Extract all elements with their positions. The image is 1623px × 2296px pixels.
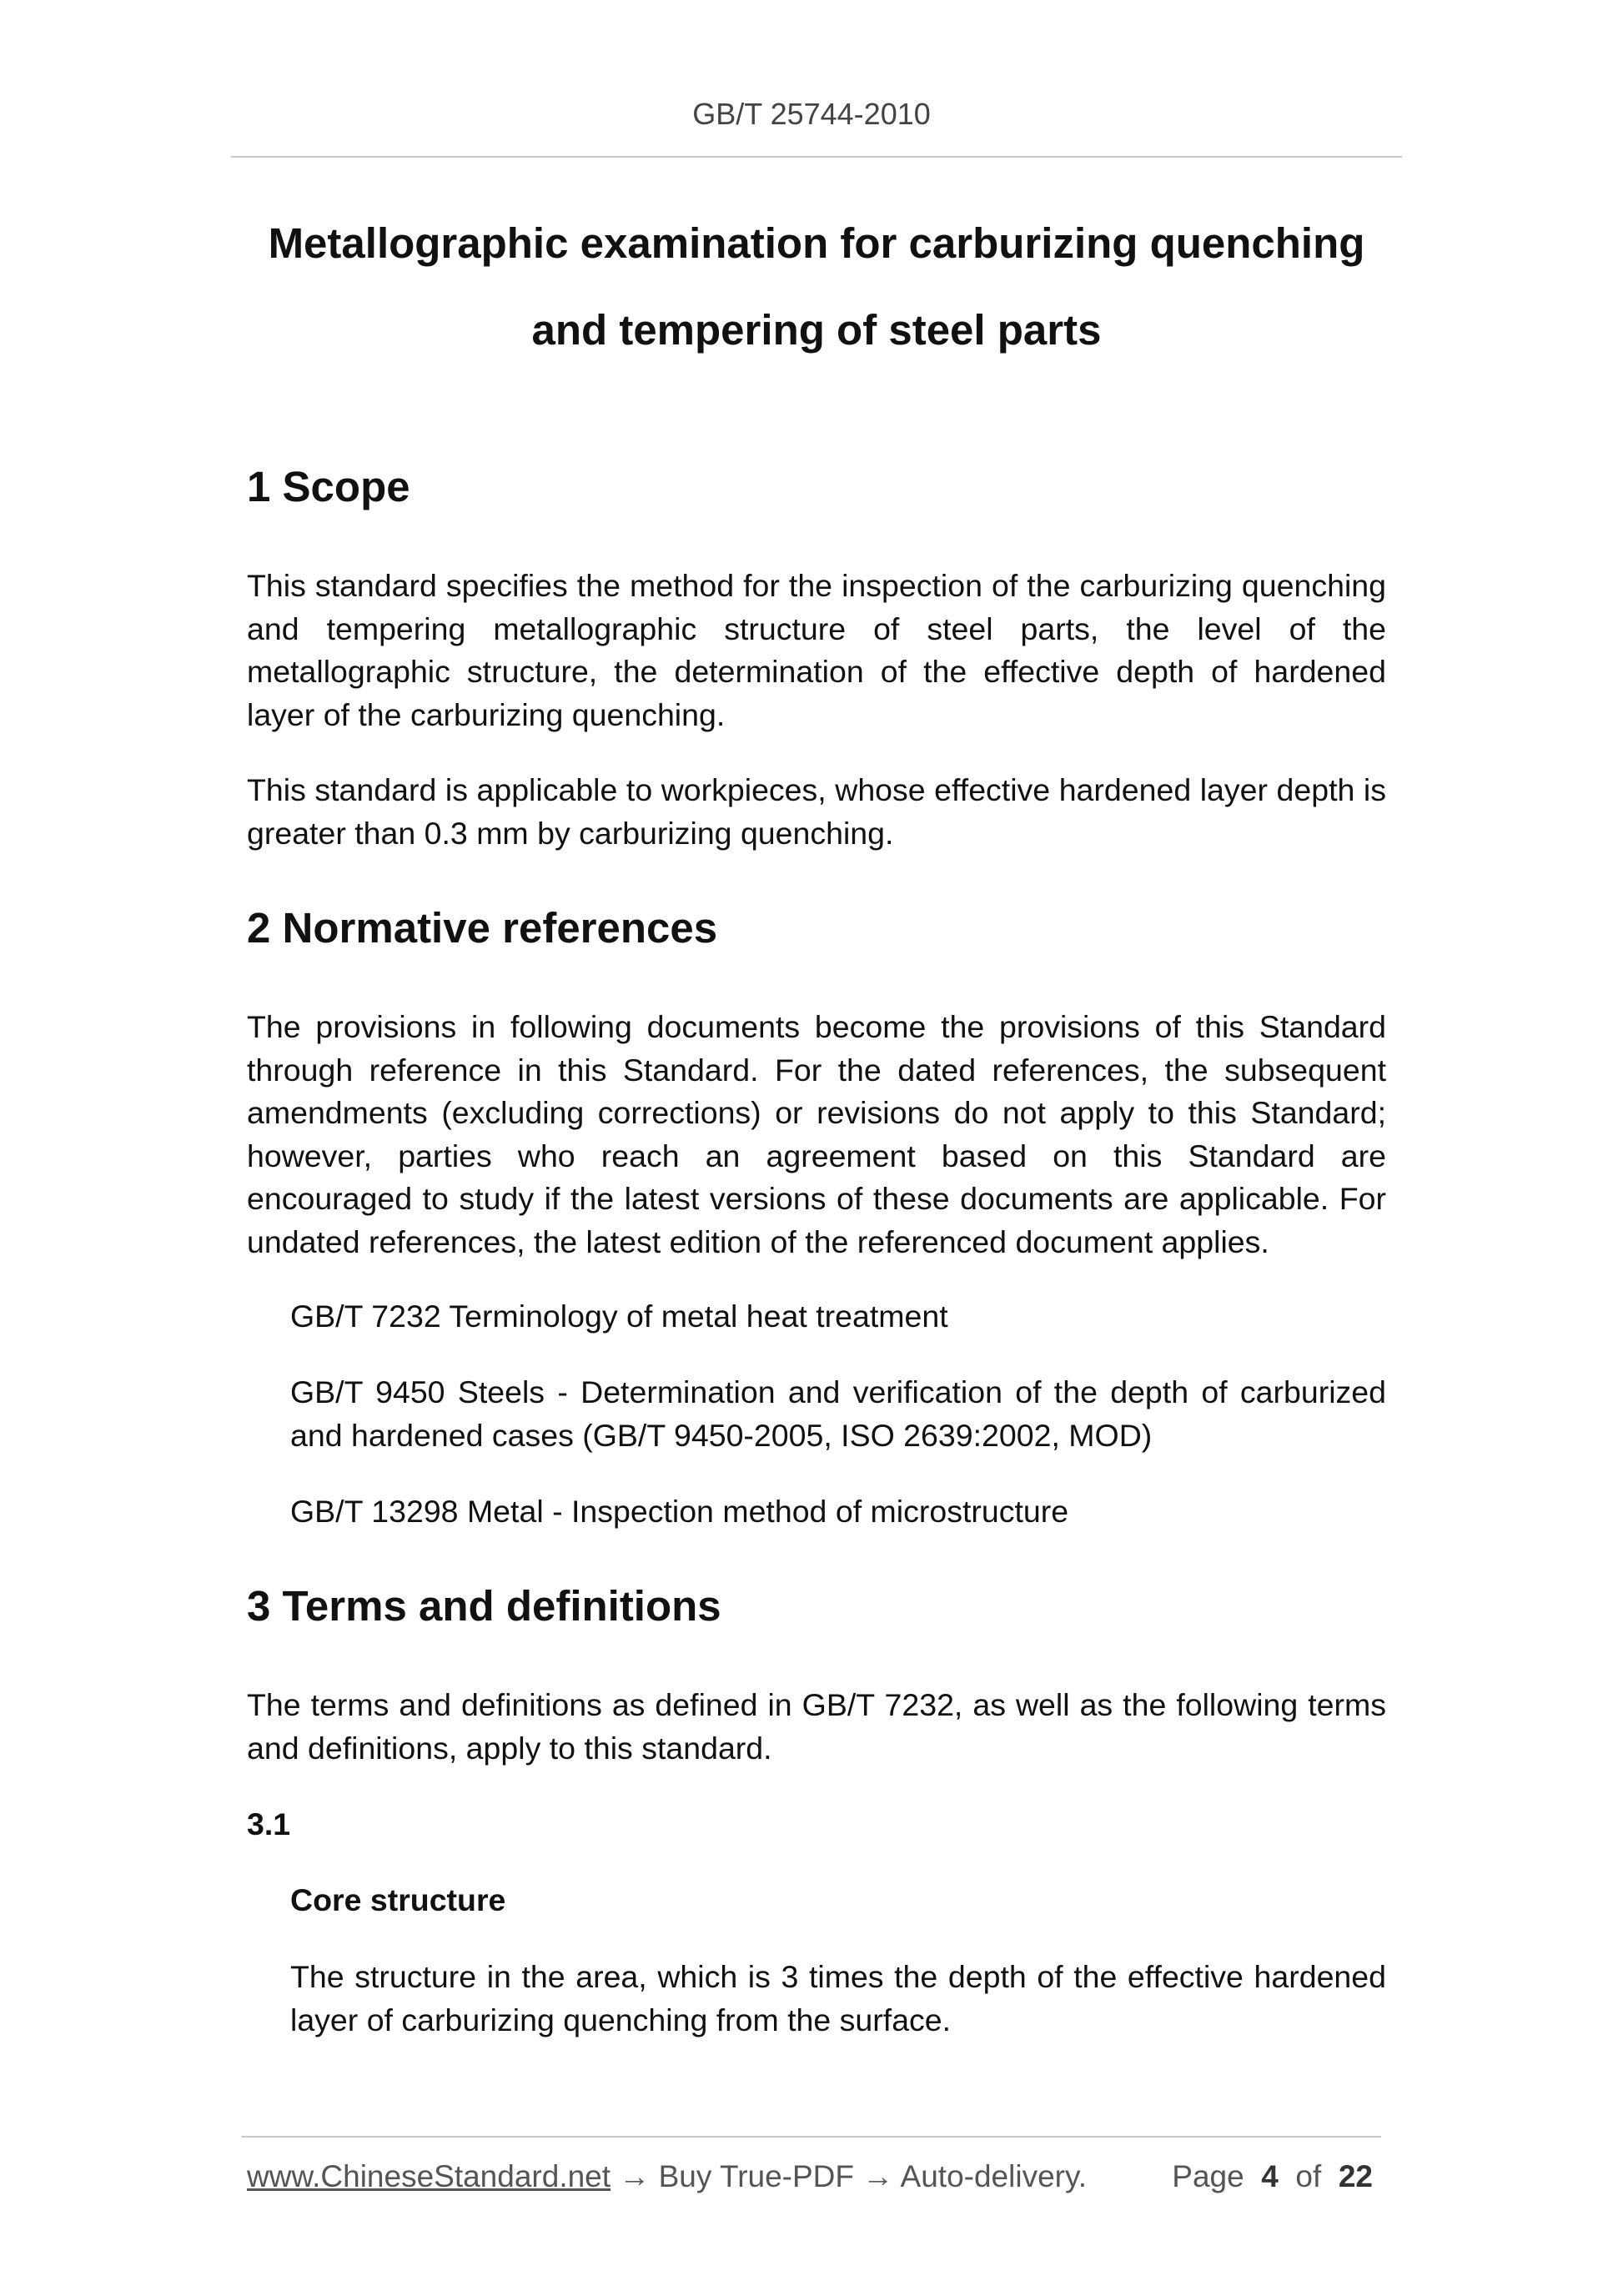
section-heading-normative-references: 2 Normative references (247, 904, 718, 952)
page-indicator (1172, 2157, 1373, 2197)
page-total: 22 (1338, 2159, 1373, 2193)
buy-true-pdf-text: Buy True-PDF (658, 2159, 855, 2193)
scope-paragraph-1: This standard specifies the method for the inspection of the carburizing quenching and tempering metallographic structure of steel parts, the level of the metallographic structure, the determination of the effective depth of hardened layer of the carburizing quenching. (247, 568, 1386, 732)
page-of-label: of (1295, 2159, 1322, 2193)
scope-paragraph-2: This standard is applicable to workpieces, whose effective hardened layer depth is greater than 0.3 mm by carburizing quenching. (247, 772, 1386, 851)
section-heading-scope: 1 Scope (247, 463, 410, 510)
reference-item: GB/T 7232 Terminology of metal heat treatment (290, 1299, 948, 1334)
page-label: Page (1172, 2159, 1244, 2193)
page-current: 4 (1261, 2159, 1279, 2193)
reference-item: GB/T 13298 Metal - Inspection method of microstructure (290, 1494, 1069, 1529)
title-line-2: and tempering of steel parts (531, 306, 1102, 354)
arrow-right-icon: → (619, 2159, 651, 2193)
clause-number: 3.1 (247, 1806, 291, 1841)
website-link[interactable]: www.ChineseStandard.net (247, 2159, 611, 2193)
term-title: Core structure (290, 1882, 506, 1917)
section-heading-terms-definitions: 3 Terms and definitions (247, 1582, 721, 1630)
footer (247, 2157, 1373, 2197)
title-line-1: Metallographic examination for carburizing quenching (268, 219, 1365, 267)
header-divider (231, 156, 1402, 158)
term-definition: The structure in the area, which is 3 times the depth of the effective hardened layer of carburizing quenching from the surface. (290, 1959, 1386, 2037)
normative-references-paragraph: The provisions in following documents become the provisions of this Standard through reference in this Standard. For the dated references, the subsequent amendments (excluding corrections) or revisions do not apply to this Standard; however, parties who reach an agreement based on this Standard are encouraged to study if the latest versions of these documents are applicable. For undated references, the latest edition of the referenced document applies. (247, 1009, 1386, 1259)
auto-delivery-text: Auto-delivery. (900, 2159, 1088, 2193)
arrow-right-icon: → (862, 2159, 894, 2193)
document-title (231, 200, 1402, 374)
footer-divider (242, 2136, 1381, 2138)
reference-item: GB/T 9450 Steels - Determination and verification of the depth of carburized and hardened cases (GB/T 9450-2005, ISO 2639:2002, MOD) (290, 1374, 1386, 1453)
terms-definitions-paragraph: The terms and definitions as defined in GB/T 7232, as well as the following terms and definitions, apply to this standard. (247, 1687, 1386, 1766)
document-number-header: GB/T 25744-2010 (692, 97, 931, 131)
